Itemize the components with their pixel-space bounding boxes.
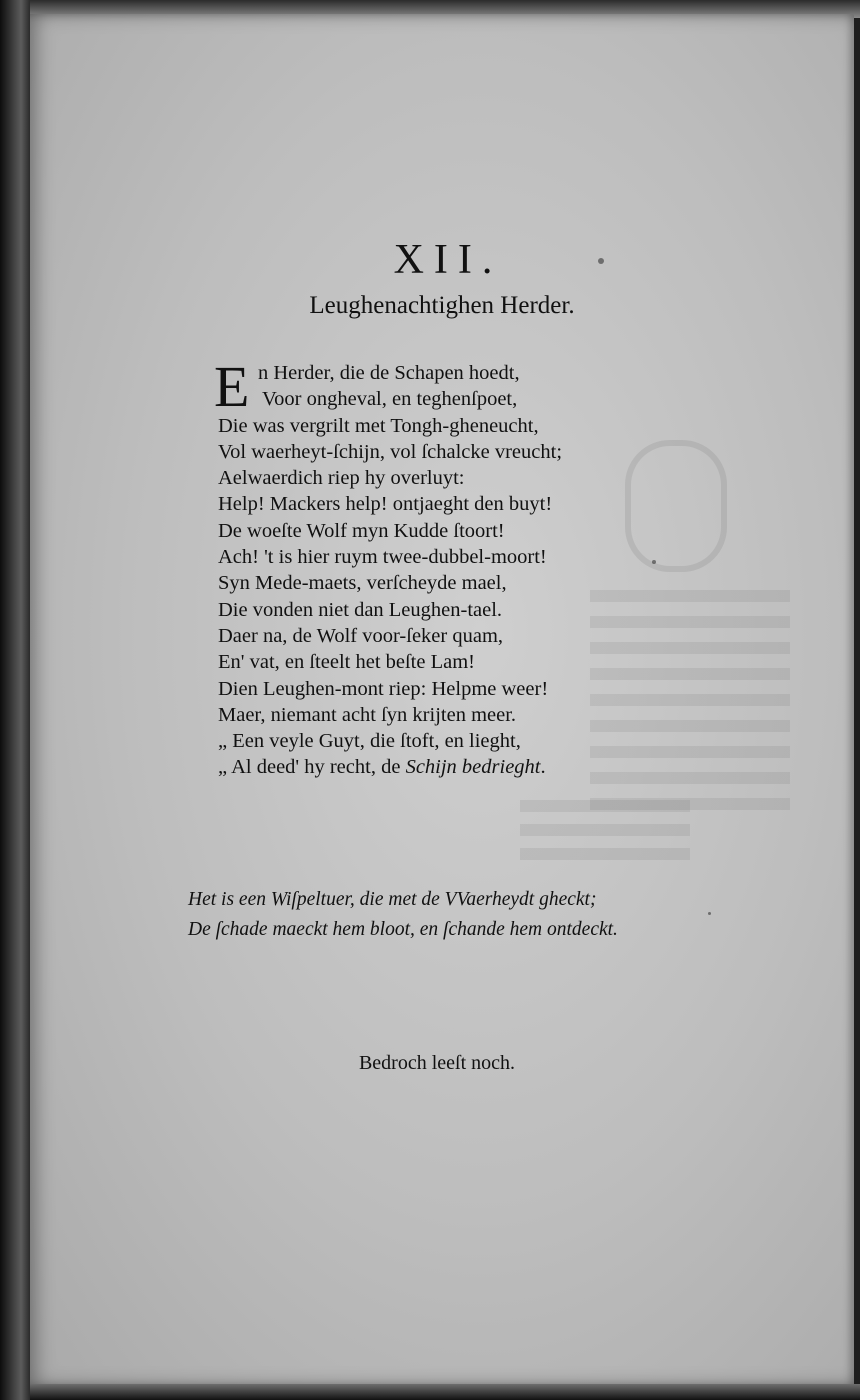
- poem-line-text: n Herder, die de Schapen hoedt,: [258, 362, 520, 384]
- poem-line-text: Ach! 't is hier ruym twee-dubbel-moort!: [218, 546, 547, 569]
- page-bottom-edge: [24, 1384, 860, 1400]
- poem-line-text: Daer na, de Wolf voor-ſeker quam,: [218, 624, 504, 647]
- moral-couplet: [188, 885, 618, 945]
- poem-line-text: Die vonden niet dan Leughen-tael.: [218, 598, 503, 621]
- poem-line: [218, 518, 778, 544]
- paper-speck: [708, 912, 711, 915]
- poem-line-text: „ Een veyle Guyt, die ſtoft, en lieght,: [218, 730, 521, 753]
- poem-line: [218, 649, 778, 675]
- poem-line: [218, 439, 778, 465]
- poem-line: [218, 728, 778, 754]
- moral-line-1: Het is een Wiſpeltuer, die met de VVaerheydt gheckt;: [188, 889, 597, 910]
- poem-line: [218, 702, 778, 728]
- poem-line: [218, 386, 778, 412]
- poem-line: [218, 676, 778, 702]
- poem-line: [218, 597, 778, 623]
- moral-line-2: De ſchade maeckt hem bloot, en ſchande hem ontdeckt.: [188, 919, 618, 940]
- poem-line-text: De woeſte Wolf myn Kudde ſtoort!: [218, 519, 505, 542]
- poem-line: [218, 465, 778, 491]
- drop-cap: E: [214, 354, 250, 419]
- poem-line-text: Maer, niemant acht ſyn krijten meer.: [218, 703, 517, 726]
- poem-line: [218, 491, 778, 517]
- poem-line: [218, 413, 778, 439]
- poem-line-text: Aelwaerdich riep hy overluyt:: [218, 467, 465, 490]
- poem-line: [218, 570, 778, 596]
- bleed-through-decoration-2: [520, 800, 690, 860]
- poem-line: [218, 544, 778, 570]
- poem-line-text: En' vat, en ſteelt het beſte Lam!: [218, 651, 475, 674]
- poem-line-text: Syn Mede-maets, verſcheyde mael,: [218, 572, 507, 595]
- fable-poem: [214, 354, 778, 781]
- poem-line-text: Die was vergrilt met Tongh-gheneucht,: [218, 414, 539, 437]
- poem-line-italic: Schijn bedrieght: [405, 756, 541, 779]
- footer-motto: Bedroch leeſt noch.: [358, 1052, 516, 1074]
- poem-line-text: Help! Mackers help! ontjaeght den buyt!: [218, 493, 553, 516]
- book-spine: [0, 0, 30, 1400]
- poem-line: [218, 623, 778, 649]
- chapter-numeral: XII.: [393, 237, 503, 283]
- poem-line-text: Dien Leughen-mont riep: Helpme weer!: [218, 677, 549, 700]
- poem-line: [218, 754, 778, 780]
- poem-line-text: Voor ongheval, en teghenſpoet,: [262, 388, 518, 411]
- poem-line-text: „ Al deed' hy recht, de: [218, 756, 406, 779]
- poem-line-end: .: [540, 756, 546, 779]
- fable-title: Leughenachtighen Herder.: [309, 292, 575, 319]
- poem-line-text: Vol waerheyt-ſchijn, vol ſchalcke vreucht;: [218, 440, 563, 463]
